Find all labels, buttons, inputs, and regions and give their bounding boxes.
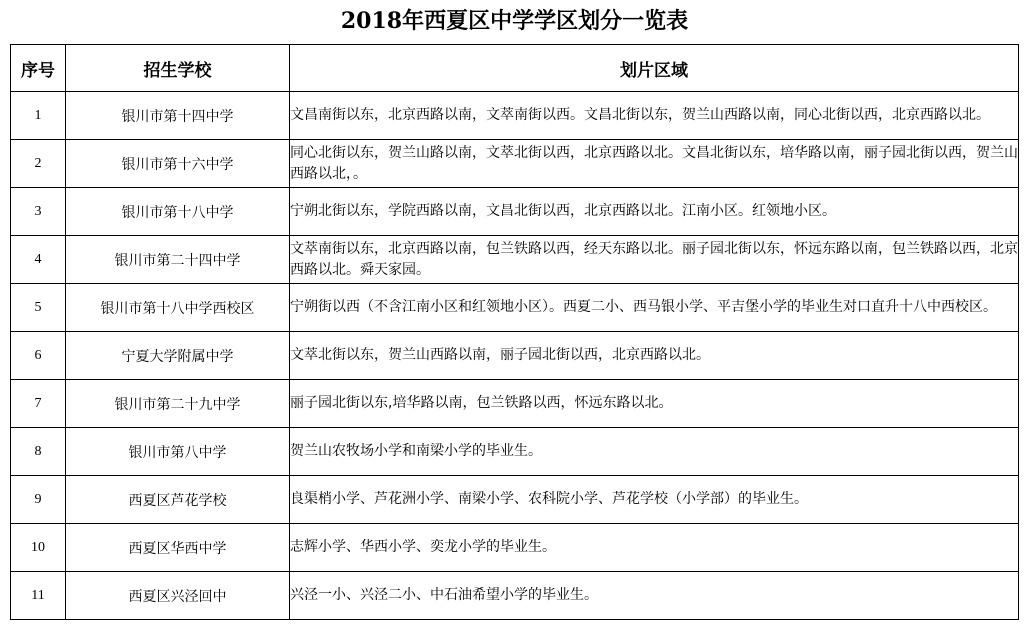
- row-school: 银川市第十六中学: [66, 140, 290, 188]
- table-row: [11, 236, 1019, 284]
- district-table: [10, 44, 1019, 620]
- row-no: 6: [11, 332, 66, 380]
- row-zone: 文昌南街以东，北京西路以南，文萃南街以西。文昌北街以东，贺兰山西路以南，同心北街以西，北京西路以北。: [290, 92, 1019, 140]
- table-row: [11, 188, 1019, 236]
- row-no: 8: [11, 428, 66, 476]
- row-zone: 贺兰山农牧场小学和南梁小学的毕业生。: [290, 428, 1019, 476]
- row-zone: 兴泾一小、兴泾二小、中石油希望小学的毕业生。: [290, 572, 1019, 620]
- header-no: 序号: [11, 45, 66, 92]
- row-no: 9: [11, 476, 66, 524]
- row-no: 10: [11, 524, 66, 572]
- row-school: 银川市第八中学: [66, 428, 290, 476]
- row-zone: 宁朔街以西（不含江南小区和红领地小区）。西夏二小、西马银小学、平吉堡小学的毕业生对口直升十八中西校区。: [290, 284, 1019, 332]
- row-zone: 文萃南街以东，北京西路以南，包兰铁路以西，经天东路以北。丽子园北街以东，怀远东路以南，包兰铁路以西，北京西路以北。舜天家园。: [290, 236, 1019, 284]
- row-no: 7: [11, 380, 66, 428]
- row-no: 11: [11, 572, 66, 620]
- table-row: [11, 380, 1019, 428]
- table-row: [11, 332, 1019, 380]
- table-header-row: [11, 45, 1019, 92]
- row-school: 银川市第二十四中学: [66, 236, 290, 284]
- row-zone: 丽子园北街以东,培华路以南，包兰铁路以西，怀远东路以北。: [290, 380, 1019, 428]
- row-no: 2: [11, 140, 66, 188]
- row-zone: 文萃北街以东，贺兰山西路以南，丽子园北街以西，北京西路以北。: [290, 332, 1019, 380]
- row-zone: 宁朔北街以东，学院西路以南，文昌北街以西，北京西路以北。江南小区。红领地小区。: [290, 188, 1019, 236]
- row-zone: 良渠梢小学、芦花洲小学、南梁小学、农科院小学、芦花学校（小学部）的毕业生。: [290, 476, 1019, 524]
- table-row: [11, 476, 1019, 524]
- table-row: [11, 140, 1019, 188]
- row-no: 5: [11, 284, 66, 332]
- row-school: 西夏区芦花学校: [66, 476, 290, 524]
- row-school: 西夏区华西中学: [66, 524, 290, 572]
- table-row: [11, 92, 1019, 140]
- row-zone: 志辉小学、华西小学、奕龙小学的毕业生。: [290, 524, 1019, 572]
- table-row: [11, 524, 1019, 572]
- row-school: 银川市第十四中学: [66, 92, 290, 140]
- table-row: [11, 428, 1019, 476]
- header-school: 招生学校: [66, 45, 290, 92]
- row-school: 银川市第十八中学西校区: [66, 284, 290, 332]
- page-title: 2018年西夏区中学学区划分一览表: [340, 8, 689, 34]
- row-school: 宁夏大学附属中学: [66, 332, 290, 380]
- row-school: 西夏区兴泾回中: [66, 572, 290, 620]
- row-school: 银川市第十八中学: [66, 188, 290, 236]
- table-row: [11, 572, 1019, 620]
- row-no: 1: [11, 92, 66, 140]
- table-row: [11, 284, 1019, 332]
- row-zone: 同心北街以东，贺兰山路以南，文萃北街以西，北京西路以北。文昌北街以东，培华路以南，丽子园北街以西，贺兰山西路以北，。: [290, 140, 1019, 188]
- row-no: 4: [11, 236, 66, 284]
- row-school: 银川市第二十九中学: [66, 380, 290, 428]
- row-no: 3: [11, 188, 66, 236]
- header-zone: 划片区域: [290, 45, 1019, 92]
